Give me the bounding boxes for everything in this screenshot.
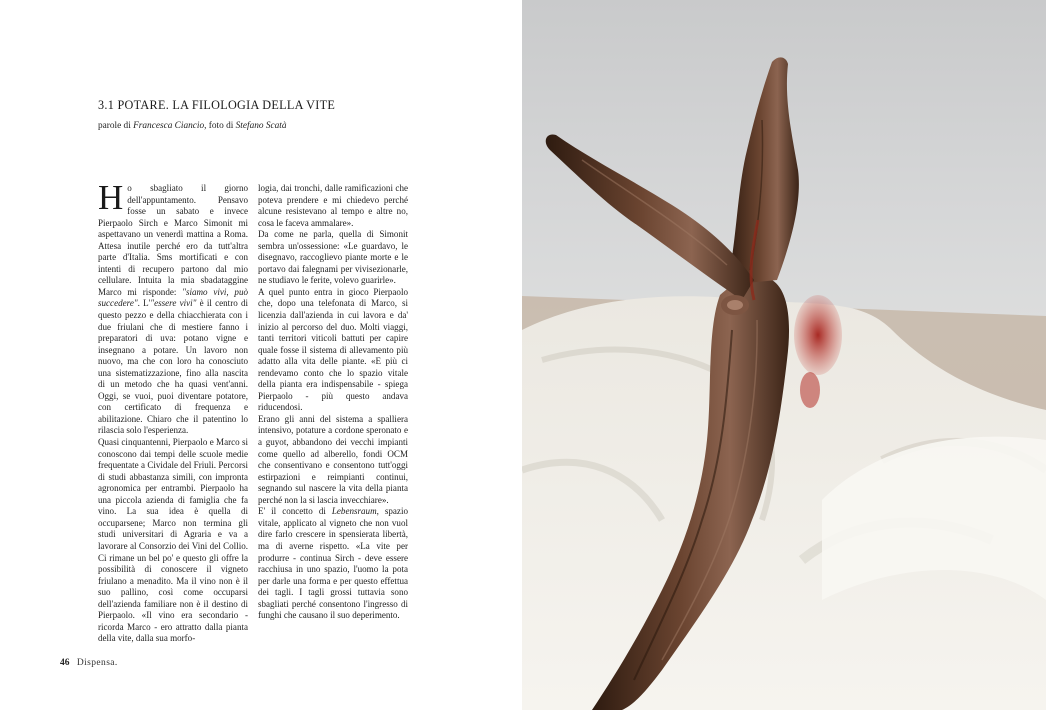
article-paragraph: logia, dai tronchi, dalle ramificazioni che poteva prendere e mi chiedevo perché alcune resistevano al tempo e altre no, cosa le faceva ammalare». — [258, 183, 408, 228]
vine-branch — [546, 134, 754, 300]
article-paragraph: A quel punto entra in gioco Pierpaolo che, dopo una telefonata di Marco, si licenzia dall'azienda in cui lavora e da' inizio al percorso del duo. Molti viaggi, tanti territori viticoli battuti per capire quale fosse il sistema di allevamento più adatto alla vita delle piante. «E più ci rendevamo conto che lo spazio vitale della pianta era indispensabile - spiega Pierpaolo - più questo andava riducendosi. — [258, 286, 408, 413]
wine-stain — [794, 295, 842, 375]
paragraph-text: o sbagliato il giorno dell'appuntamento. Pensavo fosse un sabato e invece Pierpaolo Sirch e Marco Simonit mi aspettavano un venerdì mattina a Roma. Attesa inutile perché ero da tutt'altra parte d'Italia. Sms mortificati e con intenti di recupero partono dal mio cellulare. Intuita la mia sbadataggine Marco mi risponde: — [98, 183, 248, 297]
quote-text: "essere vivi" — [150, 298, 197, 309]
paragraph-text: E' il concetto di — [258, 506, 332, 517]
paragraph-text: , spazio vitale, applicato al vigneto che non vuol dire farlo crescere in spensierata libertà, ma di averne rispetto. «La vite per produrre - continua Sirch - deve essere racchiusa in uno spazio, l'uomo la pota per darle una forma e per questo effettua dei tagli. I tagli grossi tuttavia sono sbagliati perché consentono l'ingresso di funghi che causano il suo deperimento. — [258, 506, 408, 621]
article-credits — [98, 121, 287, 131]
left-page — [0, 0, 522, 710]
credits-author: Francesca Ciancio — [133, 121, 205, 131]
vine-photo — [522, 0, 1046, 710]
emphasis-text: Lebensraum — [331, 506, 377, 517]
quote-text: "siamo vivi, può succedere" — [98, 286, 249, 309]
magazine-name: Dispensa. — [76, 658, 118, 668]
article-column-left — [98, 178, 249, 645]
article-paragraph — [258, 506, 408, 621]
article-column-right — [258, 183, 408, 622]
vine-trunk-illustration — [522, 0, 1046, 710]
credits-prefix: parole di — [98, 121, 134, 131]
article-paragraph — [98, 178, 249, 437]
drop-cap: H — [98, 178, 124, 217]
article-paragraph: Erano gli anni del sistema a spalliera intensivo, potature a cordone speronato e a guyot, abbandono dei vecchi impianti come quello ad alberello, fondi OCM che consentivano e consentono tutt'oggi estirpazioni e reimpianti continui, segnando sul nascere la vita della pianta perché non la si lascia invecchiare». — [258, 413, 408, 505]
credits-middle: , foto di — [204, 121, 236, 131]
page-number: 46 — [60, 658, 70, 668]
paragraph-text: è il centro di questo pezzo e della chiacchierata con i due friulani che di mestiere fanno i preparatori di uva: potano vigne e insegnano a potare. Un lavoro non nuovo, ma che con loro ha conosciuto una sistematizzazione, fino alla nascita di un metodo che ha quasi vent'anni. Oggi, se vuoi, puoi diventare potatore, con certificato di frequenza e abilitazione. Chiaro che il patentino lo rilascia solo l'esperienza. — [98, 298, 248, 436]
page-footer — [60, 658, 118, 668]
pruning-cut — [727, 300, 743, 310]
article-title: 3.1 POTARE. LA FILOLOGIA DELLA VITE — [98, 98, 336, 112]
credits-photographer: Stefano Scatà — [235, 121, 287, 131]
article-paragraph: Da come ne parla, quella di Simonit sembra un'ossessione: «Le guardavo, le disegnavo, raccoglievo piante morte e le portavo dai falegnami per vivisezionarle, ne studiavo le ferite, volevo guarirle». — [258, 229, 408, 286]
article-paragraph: Quasi cinquantenni, Pierpaolo e Marco si conoscono dai tempi delle scuole medie frequentate a Cividale del Friuli. Percorsi di studi abbastanza simili, con impronta agronomica per entrambi. Pierpaolo ha una piccola azienda di famiglia che fa vino. La sua idea è quella di occuparsene; Marco non termina gli studi universitari di Agraria e va a lavorare al Consorzio dei Vini del Collio. Ci rimane un bel po' e questo gli offre la possibilità di conoscere il vigneto friulano a menadito. Ma il vino non è il suo pallino, così come occuparsi dell'azienda familiare non è il destino di Pierpaolo. «Il vino era secondario - ricorda Marco - ero attratto dalla pianta della vite, dalla sua morfo- — [98, 437, 248, 644]
vine-branch — [727, 57, 799, 285]
paragraph-text: . L' — [137, 298, 151, 309]
wine-stain-drip — [800, 372, 820, 408]
